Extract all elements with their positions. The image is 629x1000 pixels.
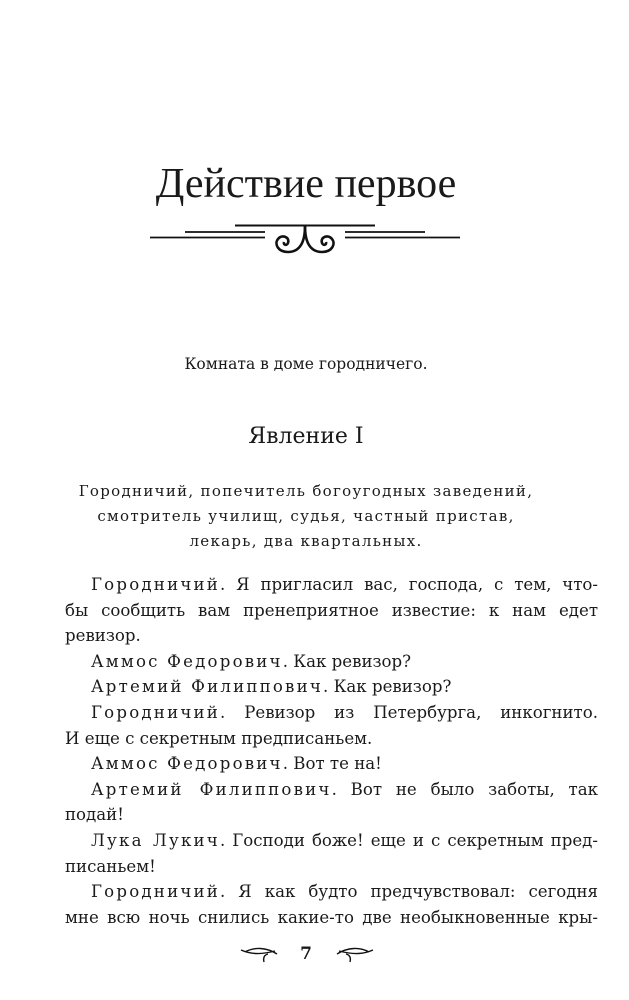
text-line: [65, 879, 598, 905]
ornament-divider-icon: [140, 212, 470, 272]
scene-setting: Комната в доме городничего.: [184, 355, 428, 373]
speaker-name: Городничий: [91, 702, 221, 722]
text-line: [65, 700, 598, 726]
line-text: . Ревизор из Петербурга, инкогнито.: [220, 702, 598, 722]
act-heading: Действие первое: [155, 161, 457, 207]
line-text: . Господи боже! еще и с секретным пред-: [219, 830, 598, 850]
text-line: [65, 828, 598, 854]
line-text: . Я пригласил вас, господа, с тем, что-: [220, 575, 598, 594]
speaker-name: Артемий Филиппович: [91, 779, 332, 799]
speaker-name: Лука Лукич: [91, 830, 220, 850]
speaker-name: Аммос Федорович: [91, 651, 283, 671]
line-text: . Как ревизор?: [323, 677, 452, 697]
text-line: [65, 777, 598, 803]
line-text: мне всю ночь снились какие-то две необыкновенные кры-: [65, 907, 598, 927]
text-line: [65, 751, 598, 777]
line-text: бы сообщить вам пренеприятное известие: к нам едет: [65, 600, 598, 620]
line-text: . Вот не было заботы, так: [331, 779, 599, 799]
line-text: И еще с секретным предписаньем.: [65, 728, 373, 748]
cast-list: [0, 479, 612, 554]
line-text: подай!: [65, 805, 124, 825]
cast-line: лекарь, два квартальных.: [189, 532, 423, 550]
text-line: [65, 854, 598, 880]
line-text: . Как ревизор?: [282, 651, 412, 671]
dialogue-text: [65, 572, 598, 930]
page-number: 7: [300, 944, 312, 964]
text-line: [65, 802, 598, 828]
cast-line: смотритель училищ, судья, частный пристав,: [97, 507, 515, 525]
speaker-name: Городничий: [91, 575, 221, 594]
speaker-name: Аммос Федорович: [91, 754, 283, 774]
text-line: [65, 726, 598, 752]
footer-ornament-right-icon: [334, 946, 374, 966]
text-line: [65, 623, 598, 649]
line-text: . Вот те на!: [282, 754, 382, 774]
text-line: [65, 572, 598, 598]
cast-line: Городничий, попечитель богоугодных заведений,: [78, 482, 534, 500]
speaker-name: Городничий: [91, 882, 221, 902]
line-text: писаньем!: [65, 856, 156, 876]
scene-title: Явление I: [248, 424, 364, 449]
text-line: [65, 649, 598, 675]
text-line: [65, 598, 598, 624]
text-line: [65, 674, 598, 700]
line-text: ревизор.: [65, 626, 141, 646]
speaker-name: Артемий Филиппович: [91, 677, 324, 697]
line-text: . Я как будто предчувствовал: сегодня: [220, 882, 598, 902]
text-line: [65, 905, 598, 931]
